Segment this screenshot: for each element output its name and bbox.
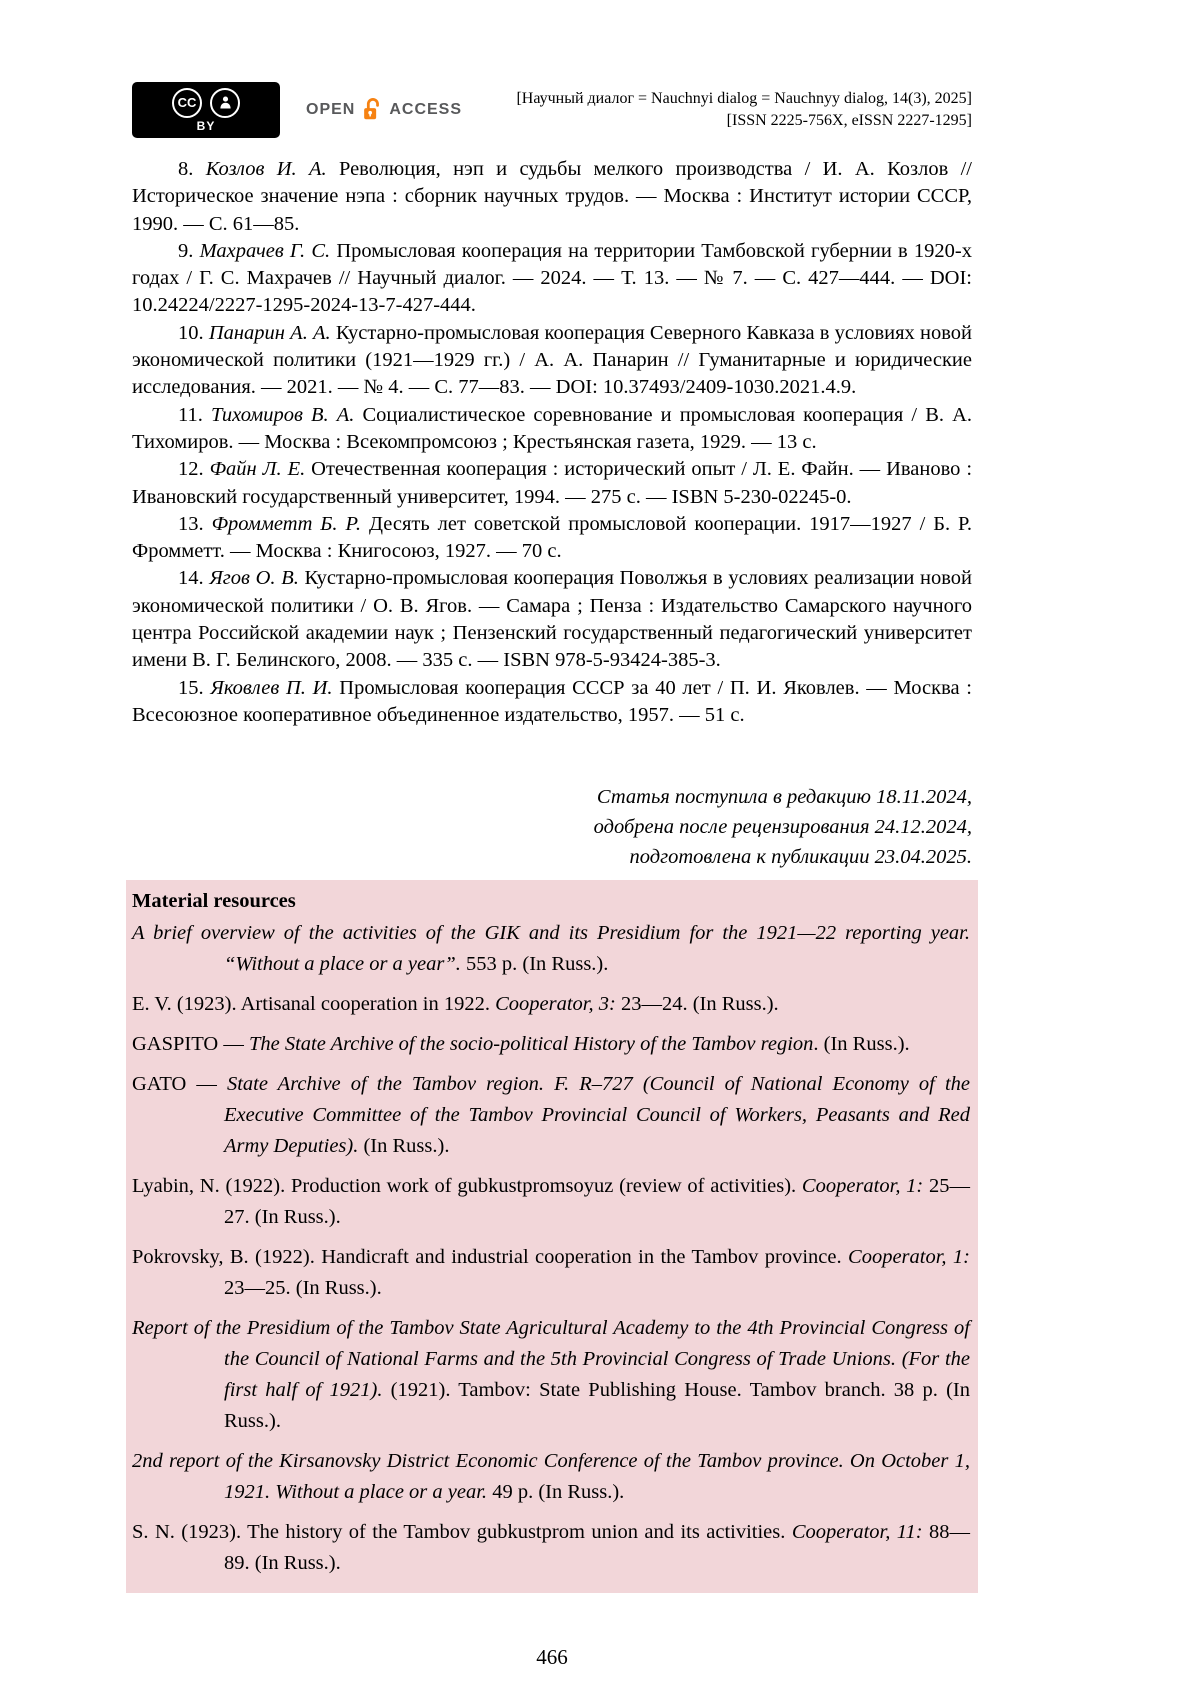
open-access-logo (306, 96, 462, 124)
submission-date-line: одобрена после рецензирования 24.12.2024, (593, 816, 972, 838)
material-resources-entry: S. N. (1923). The history of the Tambov gubkustprom union and its activities. Cooperator, 11: 88—89. (In Russ.). (132, 1521, 971, 1574)
issn-line: [ISSN 2225-756X, eISSN 2227-1295] (726, 111, 972, 129)
cc-icon: CC (172, 88, 202, 118)
material-resources-entry: Lyabin, N. (1922). Production work of gubkustpromsoyuz (review of activities). Cooperator, 1: 25—27. (In Russ.). (132, 1175, 970, 1228)
reference-item: 13. Фромметт Б. Р. Десять лет советской промысловой кооперации. 1917—1927 / Б. Р. Фромметт. — Москва : Книгосоюз, 1927. — 70 с. (132, 512, 972, 563)
cc-circles (172, 88, 240, 118)
reference-item: 8. Козлов И. А. Революция, нэп и судьбы мелкого производства / И. А. Козлов // Историческое значение нэпа : сборник научных трудов. — Москва : Институт истории СССР, 1990. — С. 61—85. (132, 158, 973, 235)
reference-item: 10. Панарин А. А. Кустарно-промысловая кооперация Северного Кавказа в условиях новой экономической политики (1921—1929 гг.) / А. А. Панарин // Гуманитарные и юридические исследования. — 2021. — № 4. — С. 77—83. — DOI: 10.37493/2409-1030.2021.4.9. (132, 321, 972, 399)
material-resources-entry: Report of the Presidium of the Tambov State Agricultural Academy to the 4th Provincial Congress of the Council of National Farms and the 5th Provincial Congress of Trade Unions. (For the first half of 1921). (1921). Tambov: State Publishing House. Tambov branch. 38 p. (In Russ.). (132, 1317, 970, 1432)
open-lock-icon (360, 96, 384, 124)
material-resources-heading: Material resources (132, 890, 296, 912)
open-access-access-label: ACCESS (389, 101, 463, 118)
references-list (132, 156, 972, 729)
page-number: 466 (536, 1645, 568, 1669)
material-resources-entry: 2nd report of the Kirsanovsky District Economic Conference of the Tambov province. On October 1, 1921. Without a place or a year. 49 p. (In Russ.). (132, 1450, 970, 1503)
reference-item: 14. Ягов О. В. Кустарно-промысловая кооперация Поволжья в условиях реализации новой экономической политики / О. В. Ягов. — Самара ; Пенза : Издательство Самарского научного центра Российской академии наук ; Пензенский государственный педагогический университет имени В. Г. Белинского, 2008. — 335 с. — ISBN 978-5-93424-385-3. (132, 567, 973, 672)
page-header (132, 82, 972, 138)
reference-item: 12. Файн Л. Е. Отечественная кооперация : исторический опыт / Л. Е. Файн. — Иваново : Ивановский государственный университет, 1994. — 275 с. — ISBN 5-230-02245-0. (132, 458, 973, 508)
cc-by-badge (132, 82, 280, 138)
material-resources-entry: GATO — State Archive of the Tambov region. F. R–727 (Council of National Economy of the Executive Committee of the Tambov Provincial Council of Workers, Peasants and Red Army Deputies). (In Russ.). (132, 1073, 970, 1157)
submission-date-line: подготовлена к публикации 23.04.2025. (629, 846, 972, 868)
material-resources-entry: GASPITO — The State Archive of the socio-political History of the Tambov region. (In Russ.). (132, 1033, 910, 1055)
journal-citation-line: [Научный диалог = Nauchnyi dialog = Nauchnyy dialog, 14(3), 2025] (516, 90, 972, 107)
reference-item: 11. Тихомиров В. А. Социалистическое соревнование и промысловая кооперация / В. А. Тихомиров. — Москва : Всекомпромсоюз ; Крестьянская газета, 1929. — 13 с. (132, 403, 972, 453)
submission-dates (132, 782, 972, 872)
reference-item: 15. Яковлев П. И. Промысловая кооперация СССР за 40 лет / П. И. Яковлев. — Москва : Всесоюзное кооперативное объединенное издательство, 1957. — 51 с. (132, 676, 973, 726)
cc-person-icon (210, 88, 240, 118)
submission-date-line: Статья поступила в редакцию 18.11.2024, (596, 786, 972, 808)
cc-by-label: BY (196, 118, 216, 133)
material-resources-entry: Pokrovsky, B. (1922). Handicraft and industrial cooperation in the Tambov province. Cooperator, 1: 23—25. (In Russ.). (132, 1246, 970, 1299)
material-resources-section (126, 880, 978, 1593)
material-resources-entry: E. V. (1923). Artisanal cooperation in 1922. Cooperator, 3: 23—24. (In Russ.). (132, 993, 779, 1015)
journal-citation (516, 82, 972, 131)
material-resources-entry: A brief overview of the activities of the GIK and its Presidium for the 1921—22 reporting year. “Without a place or a year”. 553 p. (In Russ.). (132, 922, 970, 975)
open-access-open-label: OPEN (306, 101, 356, 118)
reference-item: 9. Махрачев Г. С. Промысловая кооперация на территории Тамбовской губернии в 1920-х годах / Г. С. Махрачев // Научный диалог. — 2024. — Т. 13. — № 7. — С. 427—444. — DOI: 10.24224/2227-1295-2024-13-7-427-444. (132, 239, 973, 317)
